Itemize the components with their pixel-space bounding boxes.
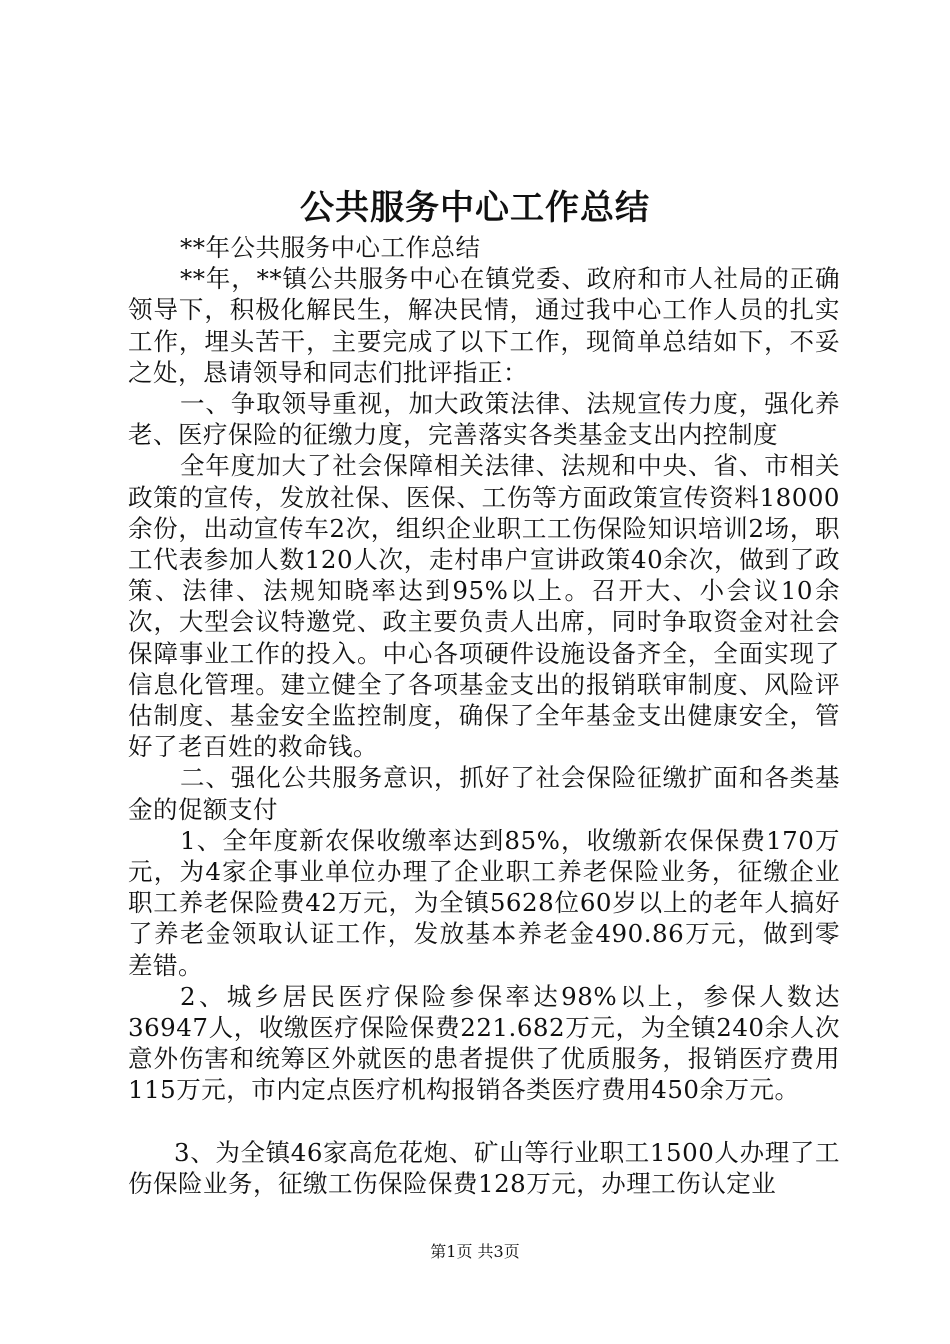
- paragraph-intro: **年，**镇公共服务中心在镇党委、政府和市人社局的正确领导下，积极化解民生，解决民情，通过我中心工作人员的扎实工作，埋头苦干，主要完成了以下工作，现简单总结如下，不妥之处，恳请领导和同志们批评指正：: [128, 264, 840, 387]
- section-heading-1: 一、争取领导重视，加大政策法律、法规宣传力度，强化养老、医疗保险的征缴力度，完善落实各类基金支出内控制度: [128, 389, 840, 450]
- document-title: 公共服务中心工作总结: [300, 188, 650, 228]
- document-body: [128, 232, 840, 1199]
- paragraph-section-1: 全年度加大了社会保障相关法律、法规和中央、省、市相关政策的宣传，发放社保、医保、工伤等方面政策宣传资料18000余份，出动宣传车2次，组织企业职工工伤保险知识培训2场，职工代表参加人数120人次，走村串户宣讲政策40余次，做到了政策、法律、法规知晓率达到95%以上。召开大、小会议10余次，大型会议特邀党、政主要负责人出席，同时争取资金对社会保障事业工作的投入。中心各项硬件设施设备齐全，全面实现了信息化管理。建立健全了各项基金支出的报销联审制度、风险评估制度、基金安全监控制度，确保了全年基金支出健康安全，管好了老百姓的救命钱。: [128, 451, 840, 762]
- paragraph-item-2: 2、城乡居民医疗保险参保率达98%以上，参保人数达36947人，收缴医疗保险保费221.682万元，为全镇240余人次意外伤害和统筹区外就医的患者提供了优质服务，报销医疗费用115万元，市内定点医疗机构报销各类医疗费用450余万元。: [128, 981, 840, 1105]
- section-heading-2: 二、强化公共服务意识，抓好了社会保险征缴扩面和各类基金的促额支付: [128, 763, 840, 824]
- page-number-footer: 第1页 共3页: [430, 1242, 520, 1261]
- paragraph-subtitle: **年公共服务中心工作总结: [180, 233, 481, 262]
- paragraph-item-1: 1、全年度新农保收缴率达到85%，收缴新农保保费170万元，为4家企事业单位办理了企业职工养老保险业务，征缴企业职工养老保险费42万元，为全镇5628位60岁以上的老年人搞好了养老金领取认证工作，发放基本养老金490.86万元，做到零差错。: [128, 825, 840, 980]
- paragraph-spacer: [128, 1106, 840, 1137]
- paragraph-item-3: 3、为全镇46家高危花炮、矿山等行业职工1500人办理了工伤保险业务，征缴工伤保险保费128万元，办理工伤认定业: [128, 1137, 840, 1198]
